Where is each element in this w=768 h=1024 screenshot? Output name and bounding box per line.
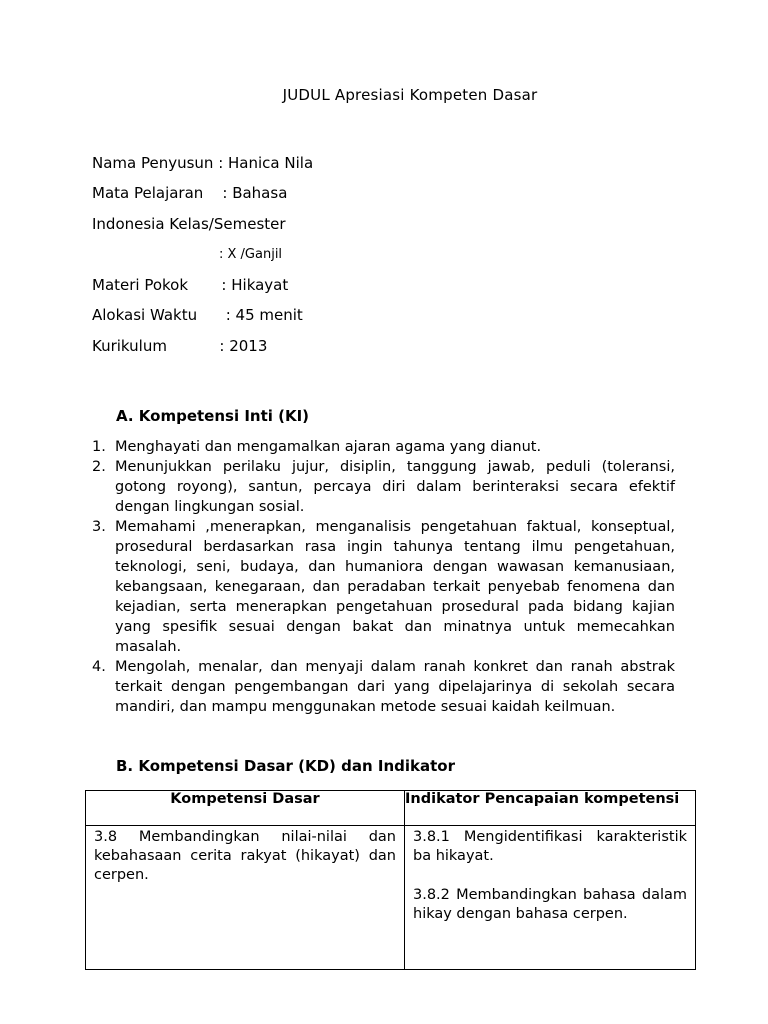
- ki-item-text: Menunjukkan perilaku jujur, disiplin, tanggung jawab, peduli (toleransi, gotong royong), santun, percaya diri dalam berinteraksi secara efektif dengan lingkungan sosial.: [115, 459, 675, 515]
- info-kurikulum: Kurikulum : 2013: [92, 337, 268, 355]
- indikator-item: 3.8.1 Mengidentifikasi karakteristik ba hikayat.: [413, 829, 687, 864]
- ki-item-number: 4.: [92, 659, 106, 675]
- ki-item-text: Memahami ,menerapkan, menganalisis pengetahuan faktual, konseptual, prosedural berdasarkan rasa ingin tahunya tentang ilmu pengetahuan, teknologi, seni, budaya, dan humaniora dengan wawasan kemanusiaan, kebangsaan, kenegaraan, dan peradaban terkait penyebab fenomena dan kejadian, serta menerapkan pengetahuan prosedural pada bidang kajian yang spesifik sesuai dengan bakat dan minatnya untuk memecahkan masalah.: [115, 519, 675, 655]
- ki-item-number: 2.: [92, 459, 106, 475]
- kd-cell: [86, 826, 405, 970]
- info-nama-penyusun: Nama Penyusun : Hanica Nila: [92, 154, 314, 172]
- info-semester-value: : X /Ganjil: [219, 247, 283, 262]
- kd-table: [85, 790, 696, 970]
- ki-item-number: 3.: [92, 519, 106, 535]
- section-b-heading: B. Kompetensi Dasar (KD) dan Indikator: [116, 757, 455, 775]
- ki-item: [92, 457, 675, 517]
- info-materi-pokok: Materi Pokok : Hikayat: [92, 276, 289, 294]
- ki-list: [92, 437, 675, 717]
- indikator-item: 3.8.2 Membandingkan bahasa dalam hikay dengan bahasa cerpen.: [413, 887, 687, 922]
- ki-item: [92, 517, 675, 657]
- kd-table-header-row: [86, 791, 696, 826]
- ki-item-number: 1.: [92, 439, 106, 455]
- document-title: JUDUL Apresiasi Kompeten Dasar: [282, 86, 538, 104]
- kd-header: Kompetensi Dasar: [86, 791, 405, 826]
- info-alokasi-waktu: Alokasi Waktu : 45 menit: [92, 306, 303, 324]
- kd-table-row: [86, 826, 696, 970]
- kd-text: 3.8 Membandingkan nilai-nilai dan kebahasaan cerita rakyat (hikayat) dan cerpen.: [94, 829, 396, 883]
- indikator-header: Indikator Pencapaian kompetensi: [405, 791, 696, 826]
- info-kelas-semester-label: Indonesia Kelas/Semester: [92, 215, 286, 233]
- ki-item-text: Menghayati dan mengamalkan ajaran agama yang dianut.: [115, 439, 542, 455]
- indikator-cell: [405, 826, 696, 970]
- ki-item: [92, 437, 675, 457]
- ki-item-text: Mengolah, menalar, dan menyaji dalam ranah konkret dan ranah abstrak terkait dengan pengembangan dari yang dipelajarinya di sekolah secara mandiri, dan mampu menggunakan metode sesuai kaidah keilmuan.: [115, 659, 675, 715]
- section-a-heading: A. Kompetensi Inti (KI): [116, 407, 310, 425]
- ki-item: [92, 657, 675, 717]
- info-mata-pelajaran: Mata Pelajaran : Bahasa: [92, 184, 288, 202]
